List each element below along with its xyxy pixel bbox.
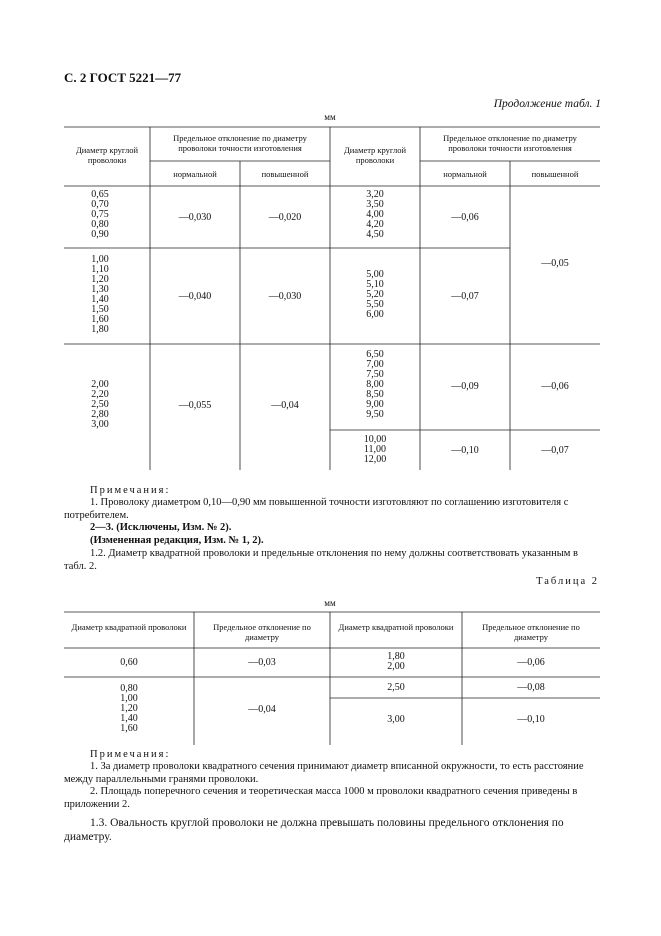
t2-right-dev-row3: —0,10 (517, 714, 545, 725)
t1-left-diams-group3: 2,00 2,20 2,50 2,80 3,00 (91, 379, 109, 430)
t1-left-normal-group3: —0,055 (178, 400, 212, 411)
t1-left-high-group2: —0,030 (268, 291, 302, 302)
t2-header-diam-left: Диаметр квадратной проволоки (71, 622, 187, 632)
t1-left-high-group3: —0,04 (271, 400, 299, 411)
notes1-item1: 1. Проволоку диаметром 0,10—0,90 мм повышенной точности изготовляют по соглашению изготовителя с потребителем. (64, 497, 569, 521)
t1-left-diams-group2: 1,00 1,10 1,20 1,30 1,40 1,50 1,60 1,80 (91, 254, 109, 335)
t1-header-normal-right: нормальной (443, 169, 487, 179)
notes2-item1: 1. За диаметр проволоки квадратного сечения принимают диаметр вписанной окружности, то есть расстояние между параллельными гранями проволоки. (64, 761, 584, 785)
section-revised: (Измененная редакция, Изм. № 1, 2). (90, 535, 264, 546)
t1-right-high-group3: —0,06 (541, 381, 569, 392)
paragraph-1-3: 1.3. Овальность круглой проволоки не должна превышать половины предельного отклонения по диаметру. (64, 817, 564, 843)
t1-header-high-right: повышенной (531, 169, 579, 179)
t1-left-normal-group1: —0,030 (178, 212, 212, 223)
t1-header-dev-left: Предельное отклонение по диаметру проволоки точности изготовления (173, 133, 307, 153)
t2-header-diam-right: Диаметр квадратной проволоки (338, 622, 454, 632)
t1-right-diams-group1: 3,20 3,50 4,00 4,20 4,50 (366, 189, 384, 240)
page-header: С. 2 ГОСТ 5221—77 (64, 70, 182, 85)
t2-left-dev-row2: —0,04 (248, 704, 276, 715)
t2-header-dev-right: Предельное отклонение по диаметру (482, 622, 580, 642)
table1-unit: мм (324, 112, 336, 122)
t1-header-dev-right: Предельное отклонение по диаметру проволоки точности изготовления (443, 133, 577, 153)
t1-right-diams-group2: 5,00 5,10 5,20 5,50 6,00 (366, 269, 384, 320)
notes1-title: Примечания: (90, 485, 171, 496)
t1-right-high-merged: —0,05 (541, 258, 569, 269)
t1-right-normal-group4: —0,10 (451, 445, 479, 456)
t2-right-dev-row2: —0,08 (517, 682, 545, 693)
t1-right-diams-group4: 10,00 11,00 12,00 (363, 434, 387, 465)
t1-header-high-left: повышенной (261, 169, 309, 179)
t1-left-normal-group2: —0,040 (178, 291, 212, 302)
section-excluded: 2—3. (Исключены, Изм. № 2). (90, 522, 232, 533)
t1-header-diam-left: Диаметр круглой проволоки (75, 145, 139, 165)
notes2-item2: 2. Площадь поперечного сечения и теоретическая масса 1000 м проволоки квадратного сечения приведены в приложении 2. (64, 786, 578, 810)
t1-header-normal-left: нормальной (173, 169, 217, 179)
t2-right-dev-row1: —0,06 (517, 657, 545, 668)
t2-right-diams-row1: 1,80 2,00 (387, 651, 405, 672)
table2-label: Таблица 2 (536, 576, 599, 587)
t1-right-high-group4: —0,07 (541, 445, 569, 456)
t1-left-diams-group1: 0,65 0,70 0,75 0,80 0,90 (91, 189, 109, 240)
t2-left-dev-row1: —0,03 (248, 657, 276, 668)
table2-unit: мм (324, 598, 336, 608)
table-continuation-label: Продолжение табл. 1 (493, 98, 601, 110)
t1-right-normal-group3: —0,09 (451, 381, 479, 392)
t1-header-diam-right: Диаметр круглой проволоки (343, 145, 407, 165)
t2-left-diam-row1: 0,60 (120, 657, 138, 668)
t1-right-normal-group1: —0,06 (451, 212, 479, 223)
t2-right-diam-row3: 3,00 (387, 714, 405, 725)
t2-header-dev-left: Предельное отклонение по диаметру (213, 622, 311, 642)
notes2-title: Примечания: (90, 749, 171, 760)
t1-left-high-group1: —0,020 (268, 212, 302, 223)
t2-right-diam-row2: 2,50 (387, 682, 405, 693)
paragraph-1-2: 1.2. Диаметр квадратной проволоки и предельные отклонения по нему должны соответствовать указанным в табл. 2. (64, 548, 579, 572)
t1-right-diams-group3: 6,50 7,00 7,50 8,00 8,50 9,00 9,50 (366, 349, 384, 420)
t2-left-diams-row2: 0,80 1,00 1,20 1,40 1,60 (120, 683, 138, 734)
t1-right-normal-group2: —0,07 (451, 291, 479, 302)
